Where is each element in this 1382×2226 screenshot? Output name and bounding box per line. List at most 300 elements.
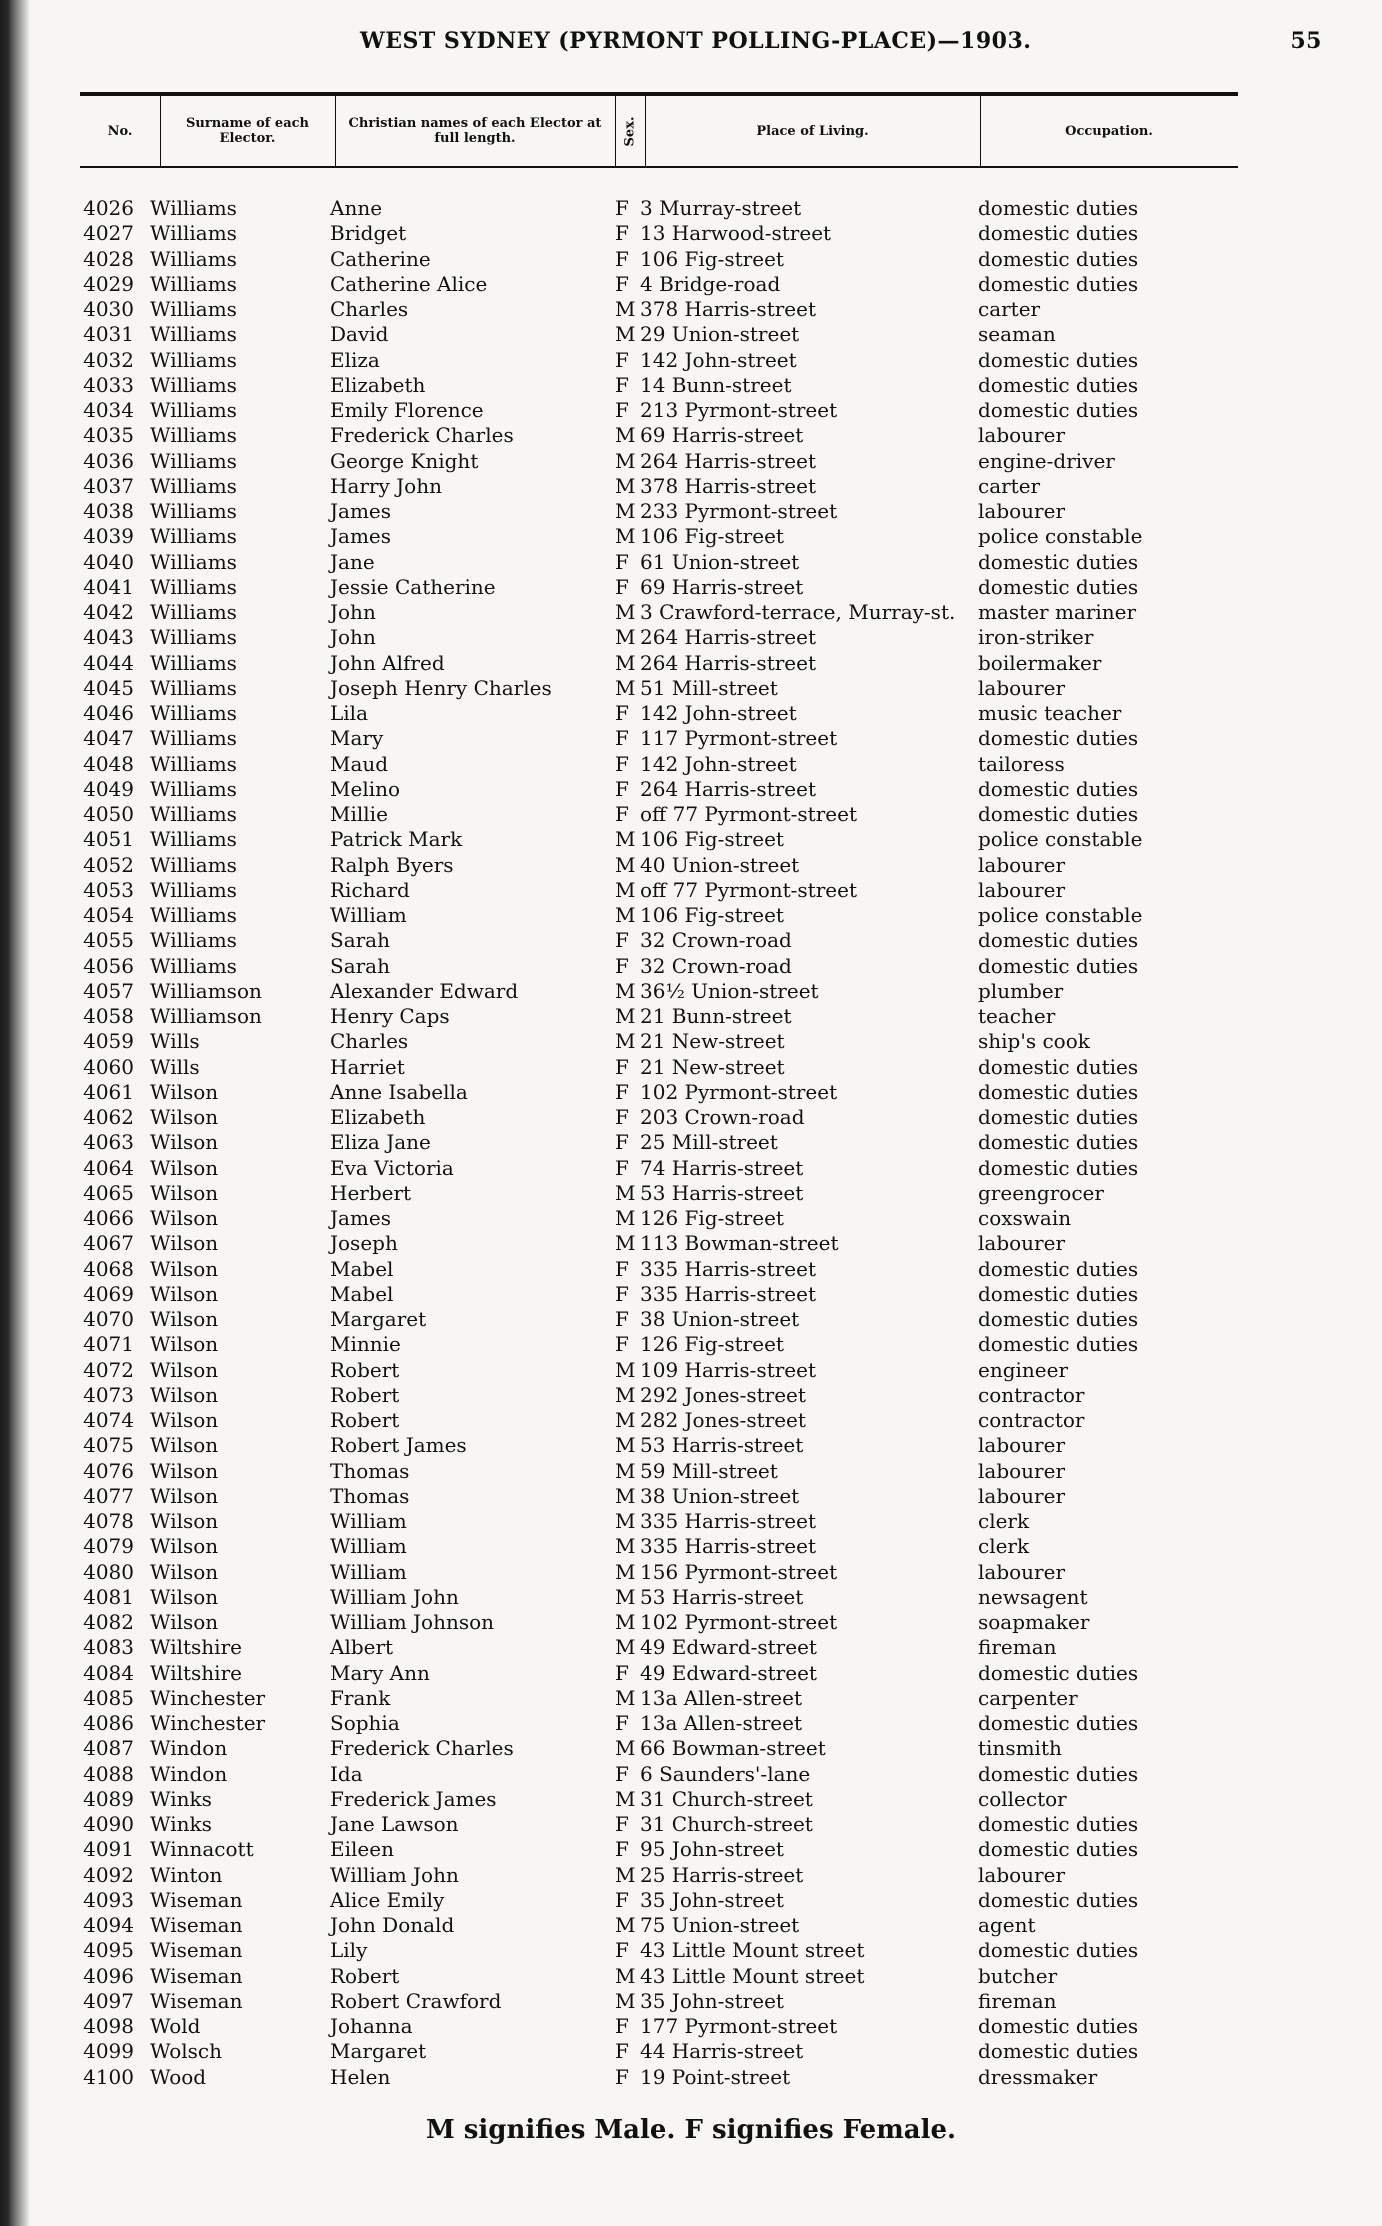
elector-place-of-living: 335 Harris-street	[640, 1534, 817, 1559]
elector-place-of-living: 156 Pyrmont-street	[640, 1559, 838, 1584]
elector-place-of-living: 32 Crown-road	[640, 953, 792, 978]
elector-sex: M	[615, 625, 636, 650]
elector-number: 4077	[83, 1483, 134, 1508]
elector-sex: M	[615, 1408, 636, 1432]
elector-number: 4084	[83, 1660, 134, 1685]
table-row	[0, 651, 1382, 676]
elector-christian-names: Mary	[330, 726, 384, 751]
elector-occupation: teacher	[978, 1004, 1056, 1028]
elector-sex: F	[615, 196, 629, 220]
elector-sex: F	[615, 2039, 629, 2064]
elector-christian-names: Bridget	[330, 221, 407, 246]
elector-surname: Wilson	[150, 1584, 219, 1609]
elector-place-of-living: 177 Pyrmont-street	[640, 2014, 838, 2038]
elector-surname: Wilson	[150, 1281, 219, 1306]
elector-sex: M	[615, 1231, 636, 1256]
elector-number: 4076	[83, 1458, 134, 1483]
elector-sex: M	[615, 877, 636, 902]
elector-sex: M	[615, 1483, 636, 1508]
elector-occupation: domestic duties	[978, 246, 1139, 271]
elector-occupation: labourer	[978, 1559, 1066, 1584]
elector-sex: F	[615, 1812, 629, 1836]
elector-number: 4066	[83, 1206, 134, 1230]
table-row	[0, 726, 1382, 751]
elector-number: 4079	[83, 1534, 134, 1559]
elector-number: 4094	[83, 1913, 134, 1937]
elector-christian-names: Frederick Charles	[330, 423, 514, 448]
elector-occupation: labourer	[978, 852, 1066, 877]
table-row	[0, 1383, 1382, 1408]
elector-sex: F	[615, 246, 629, 271]
column-header-sex	[615, 96, 646, 166]
table-row	[0, 499, 1382, 524]
elector-sex: M	[615, 1786, 636, 1811]
elector-occupation: labourer	[978, 675, 1066, 700]
elector-surname: Wilson	[150, 1433, 219, 1458]
column-header-surname: Surname of each Elector.	[160, 96, 336, 166]
elector-sex: M	[615, 600, 636, 624]
elector-number: 4031	[83, 322, 134, 347]
elector-number: 4040	[83, 549, 134, 574]
table-row	[0, 348, 1382, 373]
elector-christian-names: Catherine	[330, 246, 431, 271]
elector-christian-names: Charles	[330, 1029, 409, 1054]
elector-surname: Williams	[150, 322, 237, 347]
elector-surname: Williams	[150, 726, 237, 751]
elector-number: 4081	[83, 1584, 134, 1609]
elector-occupation: domestic duties	[978, 1887, 1139, 1912]
elector-place-of-living: 335 Harris-street	[640, 1256, 817, 1281]
elector-occupation: domestic duties	[978, 2039, 1139, 2064]
elector-surname: Windon	[150, 1761, 228, 1786]
table-row	[0, 1509, 1382, 1534]
elector-surname: Wold	[150, 2014, 201, 2038]
elector-place-of-living: 29 Union-street	[640, 322, 800, 347]
elector-surname: Winton	[150, 1862, 223, 1887]
elector-surname: Wilson	[150, 1534, 219, 1559]
elector-christian-names: Maud	[330, 751, 389, 776]
elector-sex: F	[615, 2014, 629, 2038]
table-row	[0, 1105, 1382, 1130]
elector-christian-names: Anne	[330, 196, 383, 220]
elector-christian-names: Robert	[330, 1357, 400, 1382]
elector-christian-names: Frederick James	[330, 1786, 497, 1811]
elector-sex: M	[615, 524, 636, 549]
elector-sex: M	[615, 322, 636, 347]
table-row	[0, 575, 1382, 600]
elector-christian-names: Ida	[330, 1761, 363, 1786]
elector-christian-names: Sarah	[330, 953, 390, 978]
elector-sex: M	[615, 499, 636, 523]
elector-surname: Williams	[150, 701, 237, 725]
table-row	[0, 701, 1382, 726]
elector-christian-names: Robert	[330, 1408, 400, 1432]
table-row	[0, 196, 1382, 221]
elector-sex: M	[615, 1963, 636, 1988]
elector-surname: Winchester	[150, 1685, 266, 1710]
elector-number: 4095	[83, 1938, 134, 1963]
table-row	[0, 1080, 1382, 1105]
table-row	[0, 1686, 1382, 1711]
elector-number: 4083	[83, 1635, 134, 1660]
elector-surname: Williams	[150, 852, 237, 877]
elector-place-of-living: 106 Fig-street	[640, 827, 784, 852]
elector-occupation: engineer	[978, 1357, 1069, 1382]
elector-sex: F	[615, 802, 629, 826]
elector-number: 4071	[83, 1332, 134, 1357]
table-row	[0, 1888, 1382, 1913]
elector-christian-names: Henry Caps	[330, 1004, 450, 1028]
elector-occupation: fireman	[978, 1635, 1057, 1660]
elector-christian-names: Elizabeth	[330, 372, 426, 397]
table-row	[0, 625, 1382, 650]
elector-sex: M	[615, 1635, 636, 1660]
elector-christian-names: Lila	[330, 701, 368, 725]
elector-sex: F	[615, 1281, 629, 1306]
elector-number: 4091	[83, 1837, 134, 1862]
elector-occupation: labourer	[978, 1458, 1066, 1483]
elector-occupation: domestic duties	[978, 574, 1139, 599]
elector-place-of-living: 21 Bunn-street	[640, 1004, 792, 1028]
elector-surname: Williamson	[150, 1004, 262, 1028]
elector-occupation: soapmaker	[978, 1610, 1090, 1634]
elector-christian-names: Robert James	[330, 1433, 467, 1458]
elector-place-of-living: 40 Union-street	[640, 852, 800, 877]
elector-sex: M	[615, 1509, 636, 1533]
elector-surname: Williams	[150, 347, 237, 372]
elector-number: 4039	[83, 524, 134, 549]
elector-occupation: agent	[978, 1913, 1036, 1937]
elector-surname: Wiseman	[150, 1963, 243, 1988]
elector-place-of-living: 6 Saunders'-lane	[640, 1761, 811, 1786]
elector-number: 4034	[83, 398, 134, 422]
elector-place-of-living: 378 Harris-street	[640, 473, 817, 498]
elector-place-of-living: 102 Pyrmont-street	[640, 1610, 838, 1634]
table-row	[0, 954, 1382, 979]
elector-occupation: domestic duties	[978, 549, 1139, 574]
elector-surname: Williams	[150, 877, 237, 902]
column-header-christian-names: Christian names of each Elector at full length.	[335, 96, 616, 166]
elector-sex: F	[615, 372, 629, 397]
elector-sex: F	[615, 701, 629, 725]
elector-occupation: domestic duties	[978, 1812, 1139, 1836]
elector-place-of-living: 38 Union-street	[640, 1483, 800, 1508]
table-row	[0, 423, 1382, 448]
elector-surname: Winnacott	[150, 1837, 254, 1862]
elector-place-of-living: 35 John-street	[640, 1887, 784, 1912]
elector-place-of-living: 61 Union-street	[640, 549, 800, 574]
elector-sex: F	[615, 726, 629, 751]
elector-number: 4070	[83, 1307, 134, 1331]
elector-occupation: domestic duties	[978, 347, 1139, 372]
elector-occupation: labourer	[978, 499, 1066, 523]
elector-surname: Williams	[150, 600, 237, 624]
table-row	[0, 1055, 1382, 1080]
elector-surname: Wilson	[150, 1559, 219, 1584]
elector-occupation: domestic duties	[978, 221, 1139, 246]
elector-occupation: iron-striker	[978, 625, 1094, 650]
elector-number: 4063	[83, 1130, 134, 1155]
elector-sex: F	[615, 1938, 629, 1963]
elector-place-of-living: 44 Harris-street	[640, 2039, 804, 2064]
elector-number: 4061	[83, 1079, 134, 1104]
elector-sex: F	[615, 398, 629, 422]
elector-number: 4033	[83, 372, 134, 397]
elector-number: 4049	[83, 776, 134, 801]
elector-number: 4051	[83, 827, 134, 852]
elector-sex: F	[615, 1054, 629, 1079]
table-row	[0, 979, 1382, 1004]
elector-place-of-living: 14 Bunn-street	[640, 372, 792, 397]
elector-sex: M	[615, 1458, 636, 1483]
table-row	[0, 1332, 1382, 1357]
table-row	[0, 1433, 1382, 1458]
table-row	[0, 1837, 1382, 1862]
table-row	[0, 1635, 1382, 1660]
elector-surname: Williams	[150, 827, 237, 852]
elector-number: 4080	[83, 1559, 134, 1584]
elector-number: 4086	[83, 1711, 134, 1735]
elector-sex: M	[615, 675, 636, 700]
elector-occupation: domestic duties	[978, 1105, 1139, 1129]
elector-number: 4062	[83, 1105, 134, 1129]
elector-sex: F	[615, 574, 629, 599]
elector-number: 4085	[83, 1685, 134, 1710]
elector-occupation: domestic duties	[978, 1837, 1139, 1862]
elector-sex: M	[615, 1357, 636, 1382]
elector-surname: Williams	[150, 196, 237, 220]
elector-number: 4082	[83, 1610, 134, 1634]
elector-place-of-living: 3 Murray-street	[640, 196, 802, 220]
elector-sex: M	[615, 1862, 636, 1887]
elector-sex: M	[615, 473, 636, 498]
elector-occupation: seaman	[978, 322, 1056, 347]
elector-occupation: domestic duties	[978, 1660, 1139, 1685]
elector-number: 4050	[83, 802, 134, 826]
table-row	[0, 1661, 1382, 1686]
elector-sex: M	[615, 827, 636, 852]
elector-occupation: domestic duties	[978, 2014, 1139, 2038]
elector-christian-names: Johanna	[330, 2014, 413, 2038]
elector-sex: M	[615, 1206, 636, 1230]
elector-number: 4038	[83, 499, 134, 523]
elector-christian-names: Charles	[330, 297, 409, 321]
elector-sex: F	[615, 1761, 629, 1786]
elector-occupation: domestic duties	[978, 1938, 1139, 1963]
elector-surname: Wiseman	[150, 1988, 243, 2013]
elector-occupation: coxswain	[978, 1206, 1072, 1230]
elector-occupation: labourer	[978, 1862, 1066, 1887]
elector-place-of-living: 142 John-street	[640, 701, 797, 725]
elector-occupation: domestic duties	[978, 776, 1139, 801]
elector-surname: Wiseman	[150, 1887, 243, 1912]
elector-christian-names: Emily Florence	[330, 398, 484, 422]
elector-sex: F	[615, 953, 629, 978]
elector-surname: Wilson	[150, 1509, 219, 1533]
elector-place-of-living: 36½ Union-street	[640, 978, 819, 1003]
elector-sex: F	[615, 1887, 629, 1912]
elector-sex: M	[615, 650, 636, 675]
elector-sex: M	[615, 1913, 636, 1937]
elector-place-of-living: 95 John-street	[640, 1837, 784, 1862]
elector-christian-names: William	[330, 1534, 407, 1559]
table-row	[0, 1913, 1382, 1938]
elector-christian-names: Eileen	[330, 1837, 394, 1862]
elector-sex: F	[615, 271, 629, 296]
elector-place-of-living: 264 Harris-street	[640, 776, 817, 801]
elector-surname: Wilson	[150, 1231, 219, 1256]
elector-occupation: domestic duties	[978, 1332, 1139, 1357]
elector-christian-names: Joseph	[330, 1231, 398, 1256]
elector-place-of-living: 282 Jones-street	[640, 1408, 806, 1432]
table-row	[0, 2065, 1382, 2090]
elector-surname: Wilson	[150, 1408, 219, 1432]
table-row	[0, 1257, 1382, 1282]
elector-surname: Wiseman	[150, 1938, 243, 1963]
elector-surname: Williams	[150, 246, 237, 271]
elector-occupation: clerk	[978, 1509, 1030, 1533]
elector-place-of-living: 213 Pyrmont-street	[640, 398, 838, 422]
elector-surname: Wilson	[150, 1357, 219, 1382]
elector-occupation: labourer	[978, 877, 1066, 902]
elector-place-of-living: 106 Fig-street	[640, 246, 784, 271]
elector-place-of-living: 264 Harris-street	[640, 650, 817, 675]
elector-christian-names: Elizabeth	[330, 1105, 426, 1129]
elector-place-of-living: 4 Bridge-road	[640, 271, 781, 296]
elector-number: 4030	[83, 297, 134, 321]
elector-number: 4046	[83, 701, 134, 725]
elector-occupation: music teacher	[978, 701, 1122, 725]
elector-christian-names: Thomas	[330, 1483, 410, 1508]
elector-occupation: clerk	[978, 1534, 1030, 1559]
elector-place-of-living: 106 Fig-street	[640, 903, 784, 927]
elector-number: 4099	[83, 2039, 134, 2064]
elector-christian-names: James	[330, 524, 392, 549]
table-row	[0, 1736, 1382, 1761]
elector-surname: Williams	[150, 903, 237, 927]
elector-sex: M	[615, 1534, 636, 1559]
elector-occupation: domestic duties	[978, 1711, 1139, 1735]
table-row	[0, 1560, 1382, 1585]
elector-place-of-living: 142 John-street	[640, 751, 797, 776]
table-row	[0, 550, 1382, 575]
elector-sex: F	[615, 776, 629, 801]
elector-place-of-living: 335 Harris-street	[640, 1509, 817, 1533]
elector-number: 4068	[83, 1256, 134, 1281]
elector-christian-names: Jane Lawson	[330, 1812, 459, 1836]
elector-occupation: fireman	[978, 1988, 1057, 2013]
elector-number: 4067	[83, 1231, 134, 1256]
elector-number: 4052	[83, 852, 134, 877]
elector-place-of-living: 25 Harris-street	[640, 1862, 804, 1887]
elector-christian-names: Frederick Charles	[330, 1736, 514, 1761]
elector-number: 4064	[83, 1155, 134, 1180]
elector-surname: Wilson	[150, 1458, 219, 1483]
elector-place-of-living: 19 Point-street	[640, 2064, 791, 2089]
elector-number: 4058	[83, 1004, 134, 1028]
elector-occupation: tailoress	[978, 751, 1065, 776]
table-row	[0, 928, 1382, 953]
elector-surname: Williams	[150, 751, 237, 776]
column-header-occupation: Occupation.	[1065, 123, 1153, 139]
column-header-no: No.	[80, 96, 161, 166]
elector-number: 4032	[83, 347, 134, 372]
elector-number: 4056	[83, 953, 134, 978]
elector-christian-names: Catherine Alice	[330, 271, 488, 296]
elector-number: 4048	[83, 751, 134, 776]
elector-number: 4044	[83, 650, 134, 675]
elector-surname: Wills	[150, 1054, 200, 1079]
elector-number: 4074	[83, 1408, 134, 1432]
table-row	[0, 853, 1382, 878]
elector-christian-names: Millie	[330, 802, 388, 826]
elector-christian-names: Alexander Edward	[330, 978, 519, 1003]
elector-surname: Williams	[150, 271, 237, 296]
elector-occupation: domestic duties	[978, 1281, 1139, 1306]
table-row	[0, 221, 1382, 246]
elector-occupation: boilermaker	[978, 650, 1102, 675]
elector-sex: F	[615, 1307, 629, 1331]
table-row	[0, 1307, 1382, 1332]
elector-number: 4037	[83, 473, 134, 498]
elector-place-of-living: 74 Harris-street	[640, 1155, 804, 1180]
elector-surname: Wood	[150, 2064, 207, 2089]
elector-surname: Wilson	[150, 1483, 219, 1508]
elector-christian-names: Robert Crawford	[330, 1988, 502, 2013]
elector-number: 4092	[83, 1862, 134, 1887]
elector-surname: Windon	[150, 1736, 228, 1761]
elector-number: 4075	[83, 1433, 134, 1458]
table-row	[0, 1484, 1382, 1509]
elector-number: 4093	[83, 1887, 134, 1912]
table-row	[0, 1181, 1382, 1206]
elector-christian-names: Alice Emily	[330, 1887, 445, 1912]
elector-number: 4097	[83, 1988, 134, 2013]
elector-surname: Williams	[150, 372, 237, 397]
elector-christian-names: Eliza Jane	[330, 1130, 431, 1155]
elector-surname: Williams	[150, 928, 237, 953]
elector-place-of-living: 21 New-street	[640, 1029, 785, 1054]
elector-occupation: dressmaker	[978, 2064, 1098, 2089]
elector-christian-names: Patrick Mark	[330, 827, 463, 852]
elector-occupation: labourer	[978, 1433, 1066, 1458]
elector-christian-names: Ralph Byers	[330, 852, 454, 877]
table-row	[0, 1964, 1382, 1989]
elector-number: 4041	[83, 574, 134, 599]
table-row	[0, 1029, 1382, 1054]
elector-sex: M	[615, 1988, 636, 2013]
table-row	[0, 1408, 1382, 1433]
elector-surname: Wilson	[150, 1105, 219, 1129]
elector-surname: Winchester	[150, 1711, 266, 1735]
elector-place-of-living: 43 Little Mount street	[640, 1963, 865, 1988]
elector-surname: Williams	[150, 574, 237, 599]
elector-christian-names: Lily	[330, 1938, 368, 1963]
elector-surname: Wills	[150, 1029, 200, 1054]
elector-number: 4059	[83, 1029, 134, 1054]
elector-place-of-living: 49 Edward-street	[640, 1660, 817, 1685]
elector-christian-names: John	[330, 600, 376, 624]
elector-place-of-living: 102 Pyrmont-street	[640, 1079, 838, 1104]
elector-christian-names: Albert	[330, 1635, 394, 1660]
elector-sex: M	[615, 903, 636, 927]
elector-number: 4060	[83, 1054, 134, 1079]
elector-place-of-living: 142 John-street	[640, 347, 797, 372]
elector-sex: F	[615, 928, 629, 953]
elector-sex: M	[615, 1433, 636, 1458]
elector-number: 4027	[83, 221, 134, 246]
elector-surname: Wiltshire	[150, 1635, 242, 1660]
